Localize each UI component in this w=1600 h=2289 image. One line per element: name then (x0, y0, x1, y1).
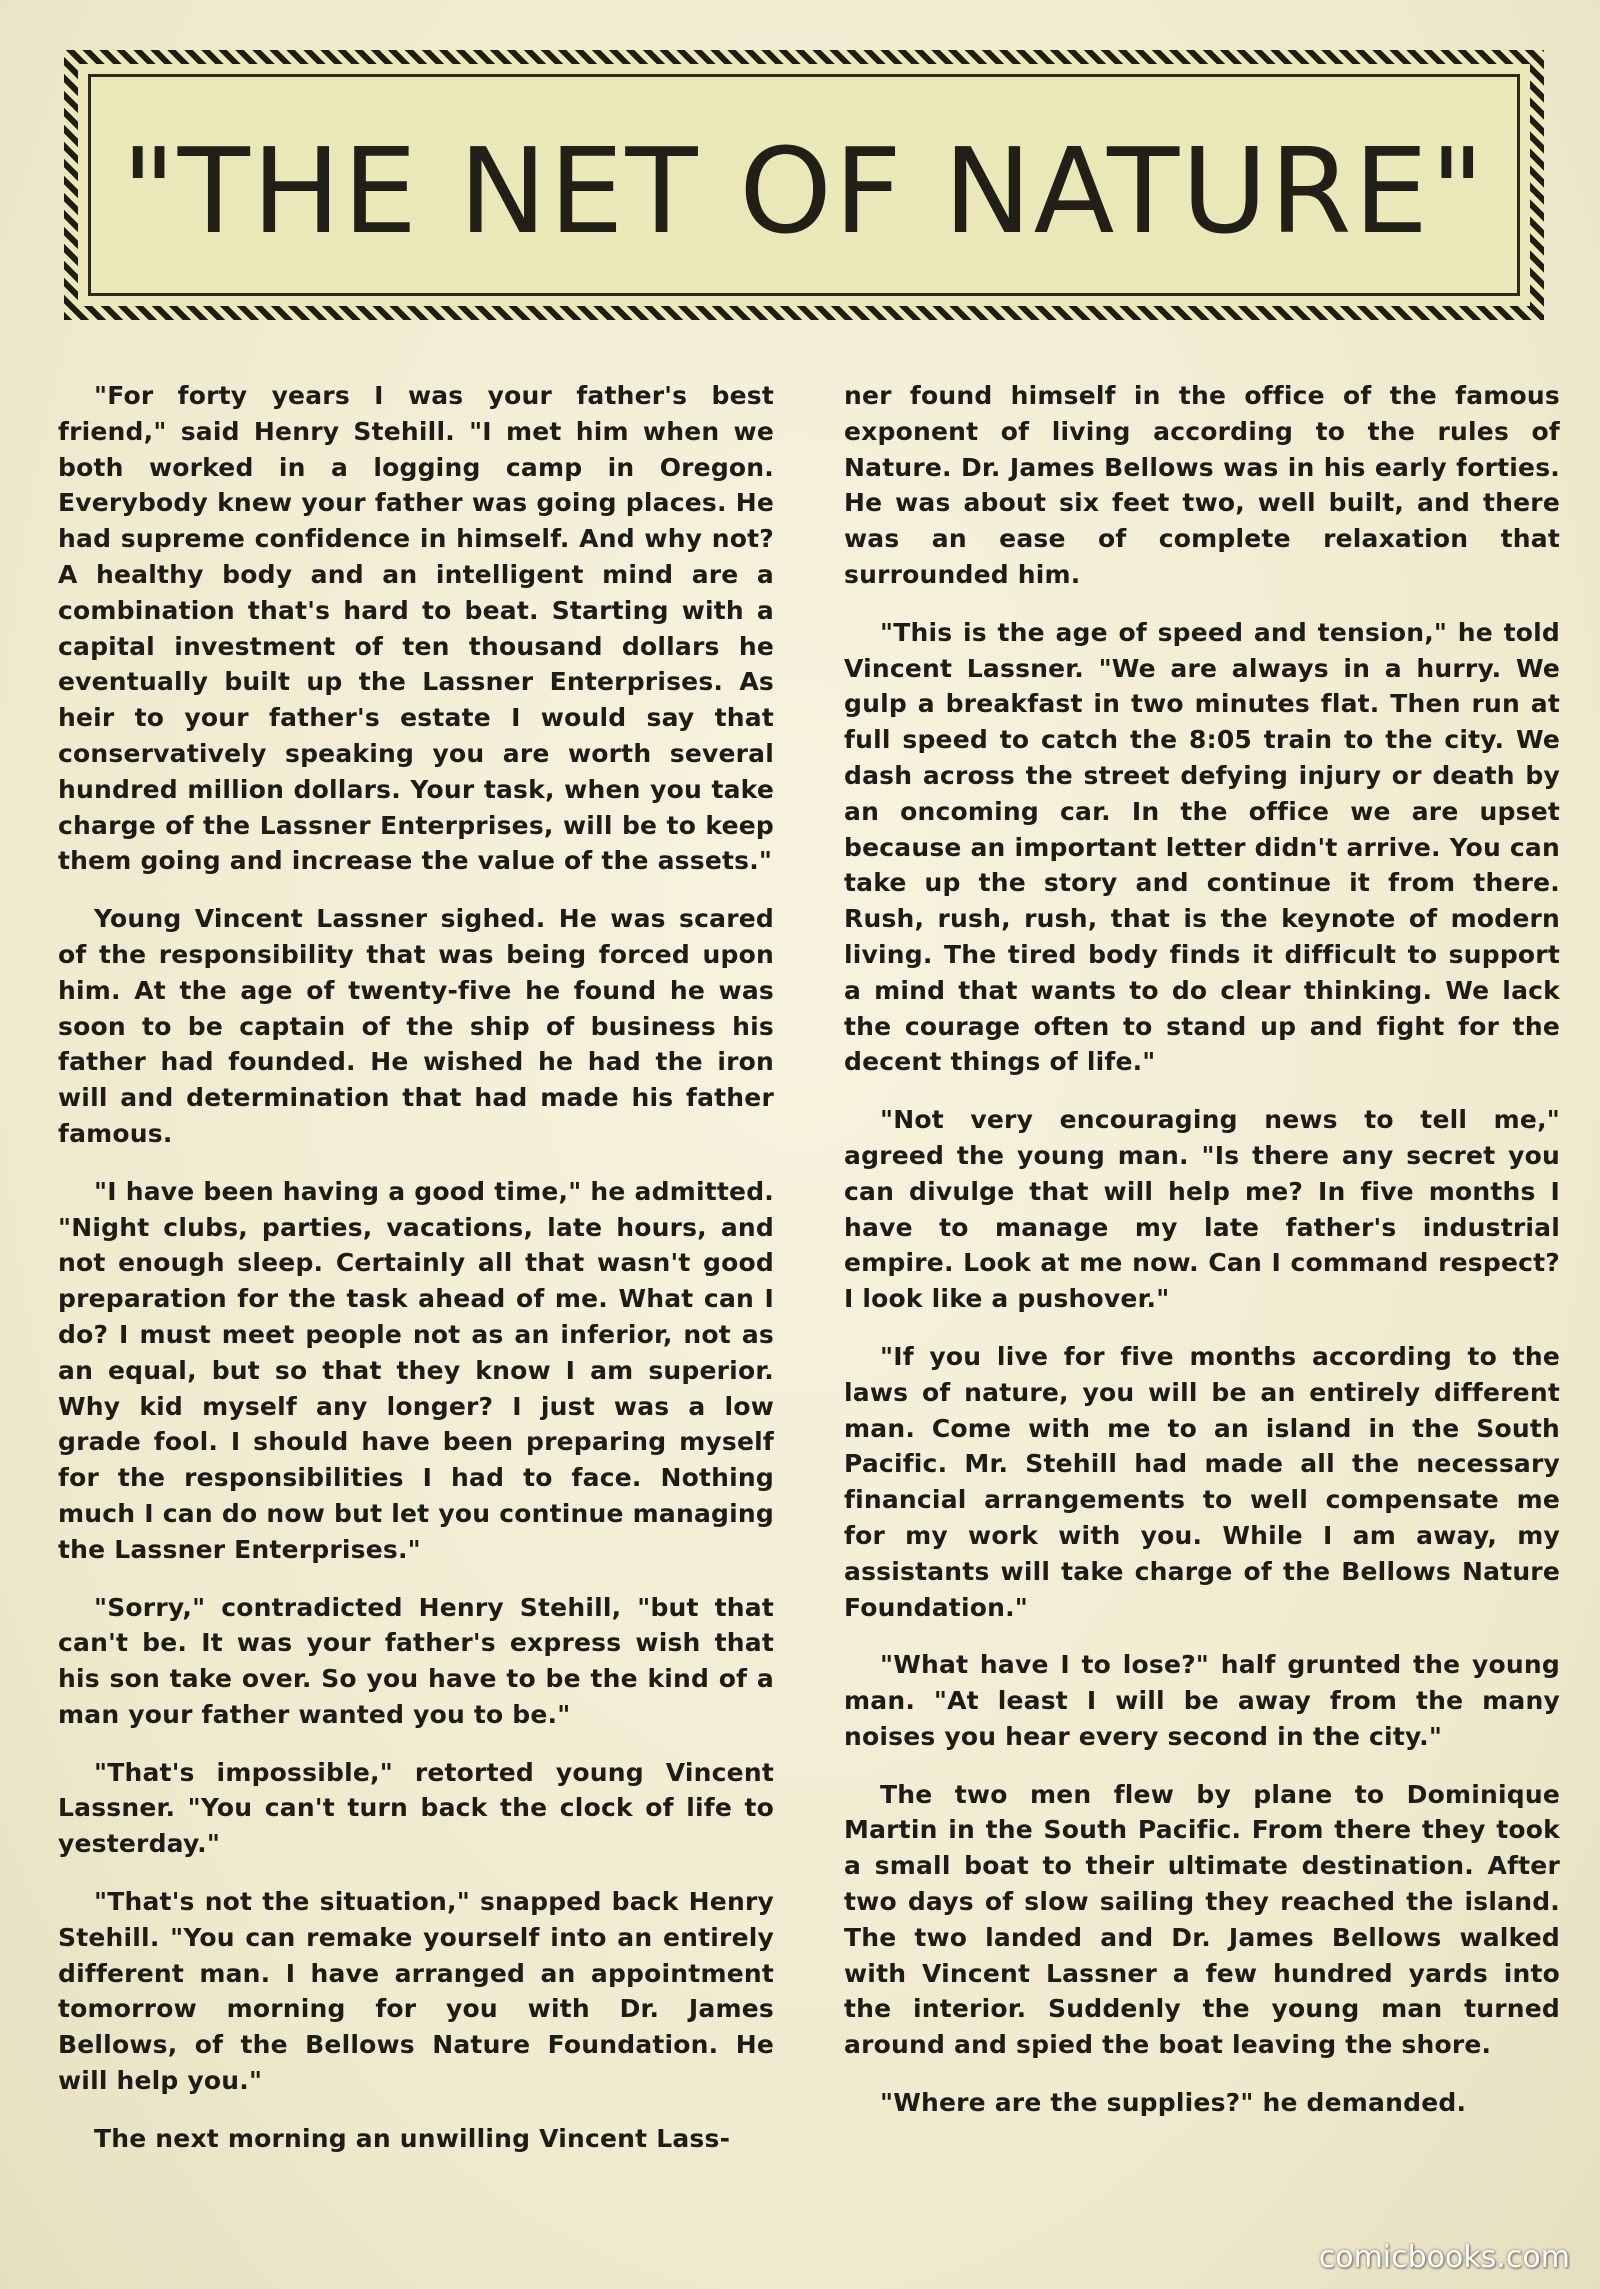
paragraph: The next morning an unwilling Vincent Lass- (94, 2123, 731, 2153)
paragraph: "That's not the situation," snapped back Henry Stehill. "You can remake yourself into an entirely different man. I have arranged an appointment tomorrow morning for you with Dr. James Bellows, of the Bellows Nature Foundation. He will help you." (58, 1887, 774, 2096)
paragraph: "Sorry," contradicted Henry Stehill, "but that can't be. It was your father's express wish that his son take over. So you have to be the kind of a man your father wanted you to be." (58, 1592, 774, 1729)
paragraph: "What have I to lose?" half grunted the young man. "At least I will be away from the many noises you hear every second in the city." (844, 1650, 1560, 1751)
paragraph: "If you live for five months according to the laws of nature, you will be an entirely different man. Come with me to an island in the South Pacific. Mr. Stehill had made all the necessary financial arrangements to well compensate me for my work with you. While I am away, my assistants will take charge of the Bellows Nature Foundation." (844, 1341, 1560, 1622)
story-body (58, 378, 1560, 2238)
paragraph: "This is the age of speed and tension," he told Vincent Lassner. "We are always in a hurry. We gulp a breakfast in two minutes flat. Then run at full speed to catch the 8:05 train to the city. We dash across the street defying injury or death by an oncoming car. In the office we are upset because an important letter didn't arrive. You can take up the story and continue it from there. Rush, rush, rush, that is the keynote of modern living. The tired body finds it difficult to support a mind that wants to do clear thinking. We lack the courage often to stand up and fight for the decent things of life." (844, 617, 1560, 1077)
paragraph: "Not very encouraging news to tell me," agreed the young man. "Is there any secret you can divulge that will help me? In five months I have to manage my late father's industrial empire. Look at me now. Can I command respect? I look like a pushover." (844, 1105, 1560, 1314)
paragraph: "Where are the supplies?" he demanded. (880, 2088, 1467, 2118)
paragraph: Young Vincent Lassner sighed. He was scared of the responsibility that was being forced upon him. At the age of twenty-five he found he was soon to be captain of the ship of business his father had founded. He wished he had the iron will and determination that had made his father famous. (58, 904, 774, 1148)
paragraph: ner found himself in the office of the famous exponent of living according to the rules of Nature. Dr. James Bellows was in his early forties. He was about six feet two, well built, and there was an ease of complete relaxation that surrounded him. (844, 381, 1560, 589)
right-column (844, 378, 1560, 2238)
story-title: "THE NET OF NATURE" (121, 122, 1487, 260)
paragraph: "That's impossible," retorted young Vincent Lassner. "You can't turn back the clock of life to yesterday." (58, 1757, 774, 1859)
title-banner (64, 50, 1544, 320)
paragraph: The two men flew by plane to Dominique Martin in the South Pacific. From there they took a small boat to their ultimate destination. After two days of slow sailing they reached the island. The two landed and Dr. James Bellows walked with Vincent Lassner a few hundred yards into the interior. Suddenly the young man turned around and spied the boat leaving the shore. (844, 1779, 1560, 2060)
left-column (58, 378, 774, 2238)
site-watermark: comicbooks.com (1318, 2240, 1570, 2275)
paragraph: "For forty years I was your father's best friend," said Henry Stehill. "I met him when we both worked in a logging camp in Oregon. Everybody knew your father was going places. He had supreme confidence in himself. And why not? A healthy body and an intelligent mind are a combination that's hard to beat. Starting with a capital investment of ten thousand dollars he eventually built up the Lassner Enterprises. As heir to your father's estate I would say that conservatively speaking you are worth several hundred million dollars. Your task, when you take charge of the Lassner Enterprises, will be to keep them going and increase the value of the assets." (58, 381, 774, 876)
paragraph: "I have been having a good time," he admitted. "Night clubs, parties, vacations, late hours, and not enough sleep. Certainly all that wasn't good preparation for the task ahead of me. What can I do? I must meet people not as an inferior, not as an equal, but so that they know I am superior. Why kid myself any longer? I just was a low grade fool. I should have been preparing myself for the responsibilities I had to face. Nothing much I can do now but let you continue managing the Lassner Enterprises." (58, 1176, 774, 1564)
